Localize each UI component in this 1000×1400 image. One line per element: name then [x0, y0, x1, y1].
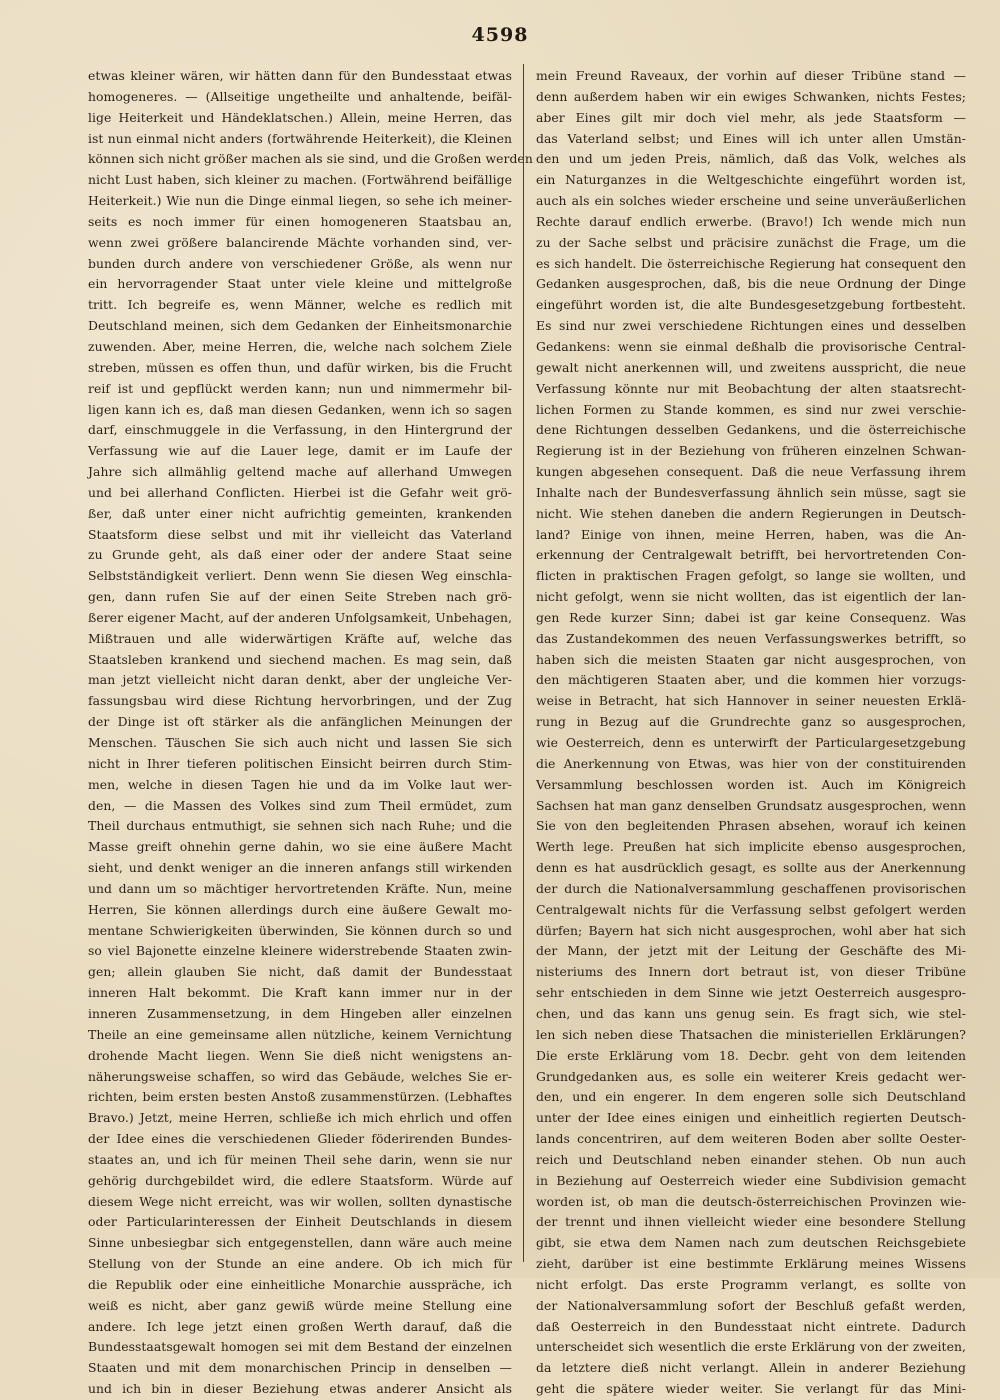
text-line: die Anerkennung von Etwas, was hier von der constituirenden	[536, 755, 966, 771]
text-line: zieht, darüber ist eine bestimmte Erklärung meines Wissens	[536, 1256, 966, 1272]
text-line: land? Einige von ihnen, meine Herren, haben, was die An-	[536, 526, 966, 542]
text-line: bunden durch andere von verschiedener Größe, als wenn nur	[88, 255, 512, 271]
text-line: ßer, daß unter einer nicht aufrichtig gemeinten, krankenden	[88, 505, 512, 521]
text-line: Staaten und mit dem monarchischen Princip in denselben —	[88, 1360, 512, 1376]
text-line: nicht in Ihrer tieferen politischen Einsicht beirren durch Stim-	[88, 755, 512, 771]
text-line: streben, müssen es offen thun, und dafür wirken, bis die Frucht	[88, 359, 512, 375]
text-line: lands concentriren, auf dem weiteren Boden aber sollte Oester-	[536, 1131, 966, 1147]
text-line: etwas kleiner wären, wir hätten dann für den Bundesstaat etwas	[88, 68, 512, 83]
text-line: inneren Zusammensetzung, in dem Hingeben aller einzelnen	[88, 1005, 512, 1021]
text-line: unterscheidet sich wesentlich die erste Erklärung von der zweiten,	[536, 1339, 966, 1355]
text-line: Die erste Erklärung vom 18. Decbr. geht von dem leitenden	[536, 1047, 966, 1063]
text-line: wenn zwei größere balancirende Mächte vorhanden sind, ver-	[88, 234, 512, 250]
text-line: Stellung von der Stunde an eine andere. Ob ich mich für	[88, 1256, 512, 1272]
text-line: nicht erfolgt. Das erste Programm verlangt, es sollte von	[536, 1276, 966, 1292]
text-line: homogeneres. — (Allseitige ungetheilte und anhaltende, beifäl-	[88, 88, 512, 104]
text-line: gen Rede kurzer Sinn; dabei ist gar keine Consequenz. Was	[536, 609, 966, 625]
text-line: und dann um so mächtiger hervortretenden Kräfte. Nun, meine	[88, 880, 512, 896]
text-line: kungen abgesehen consequent. Daß die neue Verfassung ihrem	[536, 464, 966, 480]
text-line: tritt. Ich begreife es, wenn Männer, welche es redlich mit	[88, 297, 512, 313]
text-line: den, und ein engerer. In dem engeren solle sich Deutschland	[536, 1089, 966, 1105]
text-line: Sie von den begleitenden Phrasen absehen, worauf ich keinen	[536, 818, 966, 834]
text-line: gen, dann rufen Sie auf der einen Seite Streben nach grö-	[88, 589, 512, 605]
text-line: darf, einschmuggele in die Verfassung, in den Hintergrund der	[88, 422, 512, 438]
text-line: so viel Bajonette einzelne kleinere widerstrebende Staaten zwin-	[88, 943, 512, 959]
text-line: len sich neben diese Thatsachen die ministeriellen Erklärungen?	[536, 1026, 966, 1042]
text-line: gen; allein glauben Sie nicht, daß damit der Bundesstaat	[88, 964, 512, 980]
text-line: Sinne unbesiegbar sich entgegenstellen, dann wäre auch meine	[88, 1235, 512, 1251]
text-line: Menschen. Täuschen Sie sich auch nicht und lassen Sie sich	[88, 735, 512, 750]
text-line: gehörig durchgebildet wird, die edlere Staatsform. Würde auf	[88, 1172, 512, 1188]
text-line: Verfassung könnte nur mit Beobachtung der alten staatsrecht-	[536, 380, 966, 396]
text-line: Theile an eine gemeinsame allen nützliche, keinem Vernichtung	[88, 1026, 512, 1042]
text-line: reif ist und gepflückt werden kann; nun und nimmermehr bil-	[88, 380, 512, 396]
text-line: lige Heiterkeit und Händeklatschen.) Allein, meine Herren, das	[88, 109, 512, 125]
text-line: Sachsen hat man ganz denselben Grundsatz ausgesprochen, wenn	[536, 797, 966, 813]
text-line: mein Freund Raveaux, der vorhin auf dieser Tribüne stand —	[536, 68, 966, 83]
text-line: diesem Wege nicht erreicht, was wir wollen, sollten dynastische	[88, 1193, 512, 1209]
text-line: der Nationalversammlung sofort der Beschluß gefaßt werden,	[536, 1297, 966, 1313]
text-line: unter der Idee eines einigen und einheitlich regierten Deutsch-	[536, 1110, 966, 1126]
text-line: Mißtrauen und alle widerwärtigen Kräfte auf, welche das	[88, 630, 512, 646]
text-line: flicten in praktischen Fragen gefolgt, so lange sie wollten, und	[536, 568, 966, 584]
text-line: Grundgedanken aus, es solle ein weiterer Kreis gedacht wer-	[536, 1068, 966, 1084]
page-number: 4598	[471, 24, 529, 46]
text-line: fassungsbau wird diese Richtung hervorbringen, und der Zug	[88, 693, 512, 709]
text-line: das Zustandekommen des neuen Verfassungswerkes betrifft, so	[536, 630, 966, 646]
text-line: Staatsform diese selbst und mit ihr vielleicht das Vaterland	[88, 526, 512, 542]
text-line: ein Naturganzes in die Weltgeschichte eingeführt worden ist,	[536, 172, 966, 188]
text-line: der trennt und ihnen vielleicht wieder eine besondere Stellung	[536, 1214, 966, 1230]
text-line: und bei allerhand Conflicten. Hierbei ist die Gefahr weit grö-	[88, 484, 512, 500]
text-line: gibt, sie etwa dem Namen nach zum deutschen Reichsgebiete	[536, 1235, 966, 1251]
text-line: worden ist, ob man die deutsch-österreichischen Provinzen wie-	[536, 1193, 966, 1209]
text-line: zuwenden. Aber, meine Herren, die, welche nach solchem Ziele	[88, 338, 512, 354]
text-line: ßerer eigener Macht, auf der anderen Unfolgsamkeit, Unbehagen,	[88, 609, 512, 625]
text-line: und ich bin in dieser Beziehung etwas anderer Ansicht als	[88, 1381, 512, 1397]
text-line: es sich handelt. Die österreichische Regierung hat consequent den	[536, 255, 966, 271]
text-line: denn außerdem haben wir ein ewiges Schwanken, nichts Festes;	[536, 88, 966, 104]
text-line: geht die spätere wieder weiter. Sie verlangt für das Mini-	[536, 1381, 966, 1397]
text-line: Heiterkeit.) Wie nun die Dinge einmal liegen, so sehe ich meiner-	[88, 193, 512, 209]
text-line: Inhalte nach der Bundesverfassung ähnlich sein müsse, sagt sie	[536, 484, 966, 500]
text-line: Staatsleben krankend und siechend machen. Es mag sein, daß	[88, 651, 512, 667]
text-line: Deutschland meinen, sich dem Gedanken der Einheitsmonarchie	[88, 318, 512, 334]
text-line: gewalt nicht anerkennen will, und zweitens ausspricht, die neue	[536, 359, 966, 375]
text-line: ein hervorragender Staat unter viele kleine und mittelgroße	[88, 276, 512, 292]
text-line: Rechte darauf endlich erwerbe. (Bravo!) Ich wende mich nun	[536, 213, 966, 229]
text-line: dene Richtungen desselben Gedankens, und die österreichische	[536, 422, 966, 438]
text-line: sieht, und denkt weniger an die inneren anfangs still wirkenden	[88, 860, 512, 876]
text-line: Regierung ist in der Beziehung von früheren einzelnen Schwan-	[536, 443, 966, 459]
text-line: erkennung der Centralgewalt betrifft, bei hervortretenden Con-	[536, 547, 966, 563]
text-line: Gedanken ausgesprochen, daß, bis die neue Ordnung der Dinge	[536, 276, 966, 292]
text-line: drohende Macht liegen. Wenn Sie dieß nicht wenigstens an-	[88, 1047, 512, 1063]
text-line: staates an, und ich für meinen Theil sehe darin, wenn sie nur	[88, 1151, 512, 1167]
text-line: da letztere dieß nicht verlangt. Allein in anderer Beziehung	[536, 1360, 966, 1376]
text-line: zu Grunde geht, als daß einer oder der andere Staat seine	[88, 547, 512, 563]
text-line: zu der Sache selbst und präcisire zunächst die Frage, um die	[536, 234, 966, 250]
text-line: Jahre sich allmählig geltend mache auf allerhand Umwegen	[88, 464, 512, 480]
text-line: das Vaterland selbst; und Eines will ich unter allen Umstän-	[536, 130, 966, 146]
text-line: Masse greift ohnehin gerne dahin, wo sie eine äußere Macht	[88, 839, 512, 855]
text-line: auch als ein solches wieder erscheine und seine unveräußerlichen	[536, 193, 966, 209]
text-line: andere. Ich lege jetzt einen großen Werth darauf, daß die	[88, 1318, 512, 1334]
text-line: Bravo.) Jetzt, meine Herren, schließe ich mich ehrlich und offen	[88, 1110, 512, 1126]
text-line: chen, und das kann uns genug sein. Es fragt sich, wie stel-	[536, 1005, 966, 1021]
text-line: inneren Halt bekommt. Die Kraft kann immer nur in der	[88, 985, 512, 1001]
text-line: Verfassung wie auf die Lauer lege, damit er im Laufe der	[88, 443, 512, 459]
text-line: eingeführt worden ist, die alte Bundesgesetzgebung fortbesteht.	[536, 297, 966, 313]
text-line: seits es noch immer für einen homogeneren Staatsbau an,	[88, 213, 512, 229]
text-line: der Idee eines die verschiedenen Glieder föderirenden Bundes-	[88, 1131, 512, 1147]
text-line: nicht gefolgt, wenn sie nicht wollten, das ist eigentlich der lan-	[536, 589, 966, 605]
text-line: haben sich die meisten Staaten gar nicht ausgesprochen, von	[536, 651, 966, 667]
text-line: die Republik oder eine einheitliche Monarchie ausspräche, ich	[88, 1276, 512, 1292]
text-line: Bundesstaatsgewalt homogen sei mit dem Bestand der einzelnen	[88, 1339, 512, 1355]
text-line: wie Oesterreich, denn es unterwirft der Particulargesetzgebung	[536, 735, 966, 750]
column-divider	[523, 64, 524, 1262]
text-line: in Beziehung auf Oesterreich wieder eine Subdivision gemacht	[536, 1172, 966, 1188]
text-line: ist nun einmal nicht anders (fortwährende Heiterkeit), die Kleinen	[88, 130, 512, 146]
text-line: rung in Bezug auf die Grundrechte ganz so ausgesprochen,	[536, 714, 966, 730]
text-line: weise in Betracht, hat sich Hannover in seiner neuesten Erklä-	[536, 693, 966, 709]
text-column-left	[88, 66, 533, 1397]
text-line: den und um jeden Preis, nämlich, daß das Volk, welches als	[536, 151, 966, 167]
text-line: mentane Schwierigkeiten überwinden, Sie können durch so und	[88, 922, 512, 938]
text-line: Versammlung beschlossen worden ist. Auch im Königreich	[536, 776, 966, 792]
text-line: aber Eines gilt mir doch viel mehr, als jede Staatsform —	[536, 109, 966, 125]
text-line: men, welche in diesen Tagen hie und da im Volke laut wer-	[88, 776, 512, 792]
text-line: den, — die Massen des Volkes sind zum Theil ermüdet, zum	[88, 797, 512, 813]
text-line: nicht Lust haben, sich kleiner zu machen. (Fortwährend beifällige	[88, 172, 512, 188]
text-line: Herren, Sie können allerdings durch eine äußere Gewalt mo-	[88, 901, 512, 917]
text-line: richten, beim ersten besten Anstoß zusammenstürzen. (Lebhaftes	[88, 1089, 512, 1105]
text-line: der Dinge ist oft stärker als die anfänglichen Meinungen der	[88, 714, 512, 730]
text-line: dürfen; Bayern hat sich nicht ausgesprochen, wohl aber hat sich	[536, 922, 966, 938]
text-line: denn es hat ausdrücklich gesagt, es sollte aus der Anerkennung	[536, 860, 966, 876]
text-line: Es sind nur zwei verschiedene Richtungen eines und desselben	[536, 318, 966, 334]
text-line: lichen Formen zu Stande kommen, es sind nur zwei verschie-	[536, 401, 966, 417]
text-line: weiß es nicht, aber ganz gewiß würde meine Stellung eine	[88, 1297, 512, 1313]
text-line: oder Particularinteressen der Einheit Deutschlands in diesem	[88, 1214, 512, 1230]
text-line: reich und Deutschland neben einander stehen. Ob nun auch	[536, 1151, 966, 1167]
text-column-right	[536, 66, 966, 1397]
text-line: daß Oesterreich in den Bundesstaat nicht eintrete. Dadurch	[536, 1318, 966, 1334]
text-line: nicht. Wie stehen daneben die andern Regierungen in Deutsch-	[536, 505, 966, 521]
text-line: können sich nicht größer machen als sie sind, und die Großen werden	[88, 151, 533, 167]
text-line: sehr entschieden in dem Sinne wie jetzt Oesterreich ausgespro-	[536, 985, 966, 1001]
text-line: den mächtigeren Staaten aber, und die kommen hier vorzugs-	[536, 672, 966, 688]
text-line: näherungsweise schaffen, so wird das Gebäude, welches Sie er-	[88, 1068, 512, 1084]
text-line: Gedankens: wenn sie einmal deßhalb die provisorische Central-	[536, 338, 966, 354]
text-line: nisteriums des Innern dort betraut ist, von dieser Tribüne	[536, 964, 966, 980]
text-line: Theil durchaus entmuthigt, sie sehnen sich nach Ruhe; und die	[88, 818, 512, 834]
text-line: Selbstständigkeit verliert. Denn wenn Sie diesen Weg einschla-	[88, 568, 512, 584]
text-line: Werth lege. Preußen hat sich implicite ebenso ausgesprochen,	[536, 839, 966, 855]
text-line: der durch die Nationalversammlung geschaffenen provisorischen	[536, 880, 966, 896]
text-line: der Mann, der jetzt mit der Leitung der Geschäfte des Mi-	[536, 943, 966, 959]
text-line: man jetzt vielleicht nicht daran denkt, aber der ungleiche Ver-	[88, 672, 512, 688]
text-line: ligen kann ich es, daß man diesen Gedanken, wenn ich so sagen	[88, 401, 512, 417]
text-line: Centralgewalt nichts für die Verfassung selbst gefolgert werden	[536, 901, 966, 917]
